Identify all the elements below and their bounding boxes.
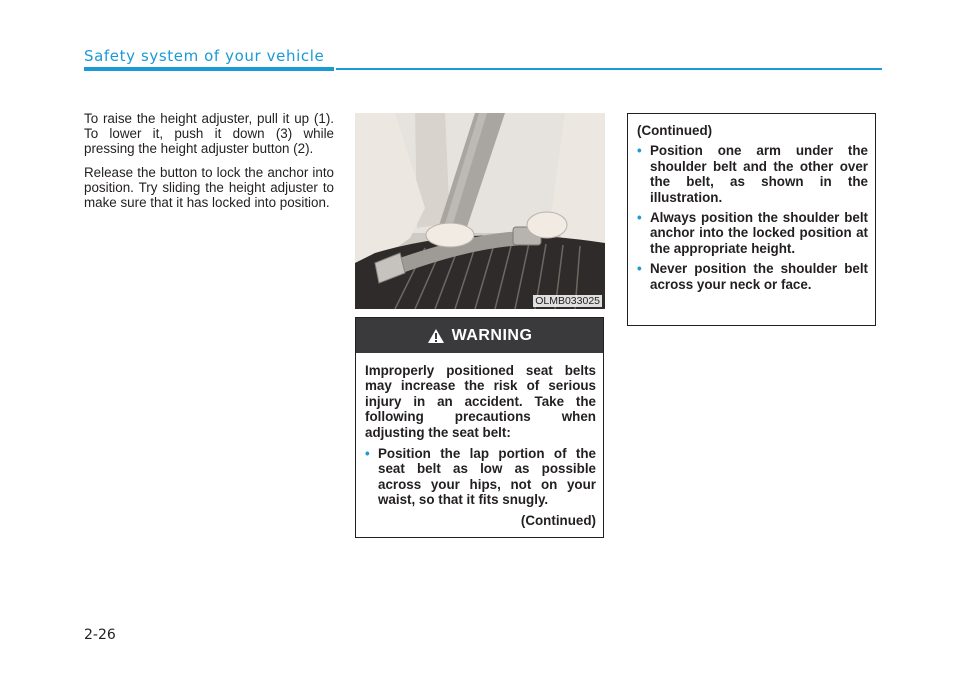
warning-header <box>356 318 603 353</box>
seatbelt-illustration <box>355 113 605 309</box>
warning-intro: Improperly positioned seat belts may increase the risk of serious injury in an accident. Take the following precautions when adjusting the seat belt: <box>365 363 596 440</box>
bullet-dot: • <box>365 446 370 462</box>
seatbelt-photo-graphic <box>355 113 605 309</box>
warning-body <box>356 353 603 528</box>
warning-bullet <box>365 446 596 508</box>
figure-code: OLMB033025 <box>535 295 600 307</box>
warning-continued: (Continued) <box>520 512 596 528</box>
bullet-dot: • <box>637 210 642 226</box>
left-text-column <box>84 111 334 218</box>
paragraph-lock-anchor: Release the button to lock the anchor into position. Try sliding the height adjuster to make sure that it has locked into position. <box>84 164 334 211</box>
header-rule-thick <box>84 67 334 71</box>
continued-bullet-anchor <box>637 210 868 256</box>
continued-label: (Continued) <box>637 123 713 138</box>
bullet-text-anchor: Always position the shoulder belt anchor into the locked position at the appropriate height. <box>650 210 868 256</box>
bullet-dot: • <box>637 261 642 277</box>
warning-bullet-text: Position the lap portion of the seat belt as low as possible across your hips, not on your waist, so that it fits snugly. <box>378 446 596 508</box>
warning-title: WARNING <box>451 326 533 344</box>
bullet-dot: • <box>637 143 642 159</box>
continued-bullet-arm <box>637 143 868 205</box>
continued-warning-box <box>627 113 876 326</box>
section-title: Safety system of your vehicle <box>84 47 325 65</box>
warning-box <box>355 317 604 538</box>
bullet-text-arm: Position one arm under the shoulder belt and the other over the belt, as shown in the illustration. <box>650 143 868 205</box>
bullet-text-neck: Never position the shoulder belt across your neck or face. <box>650 261 868 292</box>
warning-triangle-icon <box>427 328 445 344</box>
paragraph-height-adjuster: To raise the height adjuster, pull it up (1). To lower it, push it down (3) while pressing the height adjuster button (2). <box>84 111 334 157</box>
page-number: 2-26 <box>84 627 116 643</box>
header-rule-thin <box>336 68 882 70</box>
continued-bullet-neck <box>637 261 868 292</box>
